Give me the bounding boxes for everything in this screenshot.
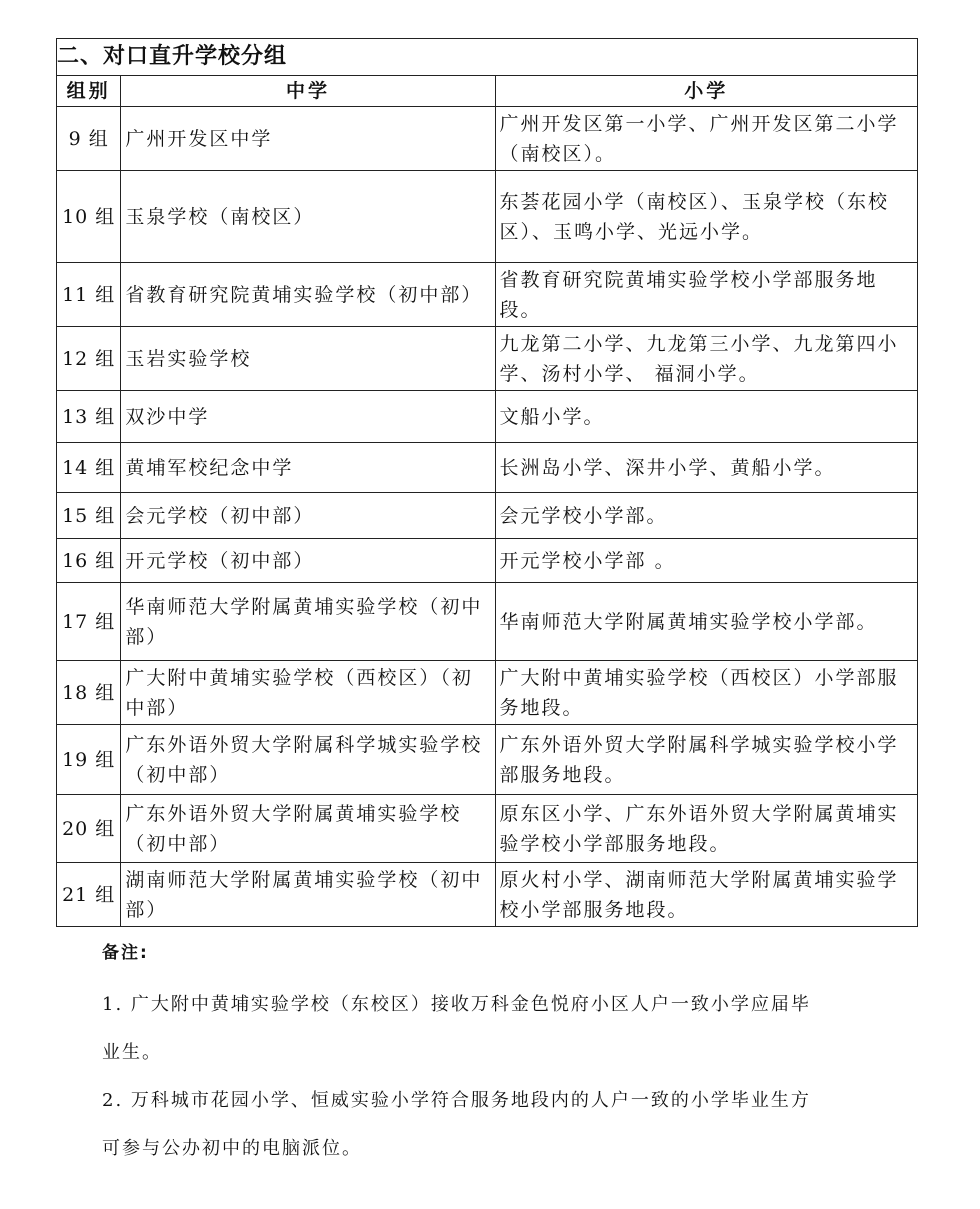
middle-school-cell: 双沙中学: [121, 391, 495, 443]
primary-school-cell: 开元学校小学部 。: [495, 539, 917, 583]
middle-school-cell: 玉岩实验学校: [121, 327, 495, 391]
group-cell: 18 组: [57, 661, 121, 725]
middle-school-cell: 广大附中黄埔实验学校（西校区）（初中部）: [121, 661, 495, 725]
group-cell: 17 组: [57, 583, 121, 661]
table-row: [57, 493, 918, 539]
group-cell: 15 组: [57, 493, 121, 539]
grouping-table-container: [56, 38, 918, 927]
primary-school-cell: 广东外语外贸大学附属科学城实验学校小学部服务地段。: [495, 725, 917, 795]
primary-school-cell: 东荟花园小学（南校区）、玉泉学校（东校区）、玉鸣小学、光远小学。: [495, 171, 917, 263]
group-cell: 9 组: [57, 107, 121, 171]
table-row: [57, 583, 918, 661]
table-row: [57, 863, 918, 927]
group-cell: 16 组: [57, 539, 121, 583]
table-row: [57, 661, 918, 725]
note-line: 2. 万科城市花园小学、恒威实验小学符合服务地段内的人户一致的小学毕业生方: [102, 1090, 811, 1111]
group-cell: 21 组: [57, 863, 121, 927]
table-body: [57, 107, 918, 927]
primary-school-cell: 广州开发区第一小学、广州开发区第二小学（南校区）。: [495, 107, 917, 171]
notes-section: [102, 938, 902, 1173]
note-line: 1. 广大附中黄埔实验学校（东校区）接收万科金色悦府小区人户一致小学应届毕: [102, 994, 811, 1015]
primary-school-cell: 原东区小学、广东外语外贸大学附属黄埔实验学校小学部服务地段。: [495, 795, 917, 863]
primary-school-cell: 会元学校小学部。: [495, 493, 917, 539]
middle-school-cell: 湖南师范大学附属黄埔实验学校（初中部）: [121, 863, 495, 927]
table-row: [57, 443, 918, 493]
table-row: [57, 171, 918, 263]
table-row: [57, 327, 918, 391]
group-cell: 19 组: [57, 725, 121, 795]
primary-school-cell: 九龙第二小学、九龙第三小学、九龙第四小学、汤村小学、 福洞小学。: [495, 327, 917, 391]
header-group: 组别: [57, 76, 121, 107]
middle-school-cell: 开元学校（初中部）: [121, 539, 495, 583]
note-line: 业生。: [102, 1042, 162, 1063]
table-row: [57, 725, 918, 795]
primary-school-cell: 广大附中黄埔实验学校（西校区）小学部服务地段。: [495, 661, 917, 725]
table-row: [57, 107, 918, 171]
notes-title: 备注:: [102, 943, 149, 963]
table-row: [57, 263, 918, 327]
group-cell: 11 组: [57, 263, 121, 327]
middle-school-cell: 广东外语外贸大学附属科学城实验学校（初中部）: [121, 725, 495, 795]
group-cell: 20 组: [57, 795, 121, 863]
middle-school-cell: 广州开发区中学: [121, 107, 495, 171]
middle-school-cell: 华南师范大学附属黄埔实验学校（初中部）: [121, 583, 495, 661]
primary-school-cell: 原火村小学、湖南师范大学附属黄埔实验学校小学部服务地段。: [495, 863, 917, 927]
middle-school-cell: 玉泉学校（南校区）: [121, 171, 495, 263]
note-line: 可参与公办初中的电脑派位。: [102, 1138, 362, 1159]
table-row: [57, 539, 918, 583]
primary-school-cell: 长洲岛小学、深井小学、黄船小学。: [495, 443, 917, 493]
grouping-table: [56, 38, 918, 927]
primary-school-cell: 华南师范大学附属黄埔实验学校小学部。: [495, 583, 917, 661]
middle-school-cell: 会元学校（初中部）: [121, 493, 495, 539]
primary-school-cell: 文船小学。: [495, 391, 917, 443]
table-row: [57, 795, 918, 863]
table-row: [57, 391, 918, 443]
middle-school-cell: 省教育研究院黄埔实验学校（初中部）: [121, 263, 495, 327]
group-cell: 12 组: [57, 327, 121, 391]
group-cell: 10 组: [57, 171, 121, 263]
header-primary-school: 小学: [495, 76, 917, 107]
group-cell: 14 组: [57, 443, 121, 493]
middle-school-cell: 黄埔军校纪念中学: [121, 443, 495, 493]
header-middle-school: 中学: [121, 76, 495, 107]
primary-school-cell: 省教育研究院黄埔实验学校小学部服务地段。: [495, 263, 917, 327]
group-cell: 13 组: [57, 391, 121, 443]
section-title: 二、对口直升学校分组: [57, 39, 918, 76]
middle-school-cell: 广东外语外贸大学附属黄埔实验学校（初中部）: [121, 795, 495, 863]
